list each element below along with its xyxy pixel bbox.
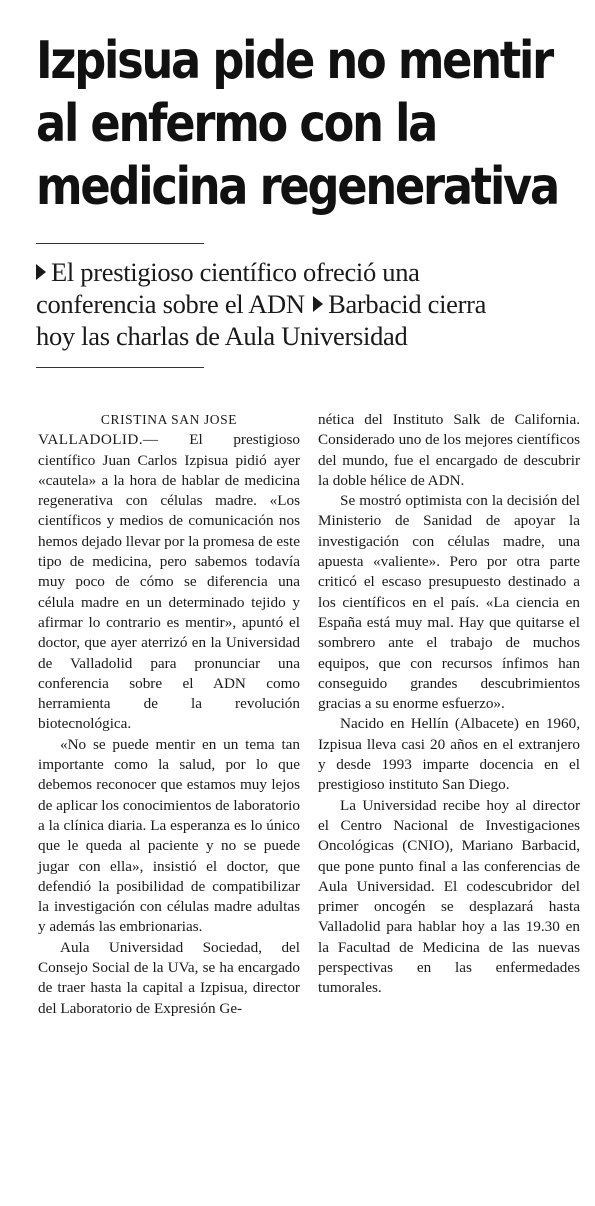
body-paragraph: Nacido en Hellín (Albacete) en 1960, Izpisua lleva casi 20 años en el extranjero y desde 1993 imparte docencia en el prestigioso instituto San Diego. <box>318 715 580 794</box>
dateline: VALLADOLID.— <box>38 431 159 449</box>
headline-line: al enfermo con la <box>36 94 437 154</box>
headline-line: Izpisua pide no mentir <box>36 31 552 91</box>
body-paragraph <box>38 430 300 734</box>
headline-line: medicina regenerativa <box>36 157 558 217</box>
article-column-left <box>38 410 300 1019</box>
byline: CRISTINA SAN JOSE <box>100 412 238 427</box>
deck-text: conferencia sobre el ADN <box>36 289 305 319</box>
headline <box>36 30 558 219</box>
body-paragraph: nética del Instituto Salk de California. Considerado uno de los mejores científicos del mundo, fue el encargado de descubrir la doble hélice de ADN. <box>318 411 580 489</box>
body-text: El prestigioso científico Juan Carlos Izpisua pidió ayer «cautela» a la hora de hablar de medicina regenerativa con células madre. «Los científicos y medios de comunicación nos hemos dejado llevar por la promesa de este tipo de medicina, pero sabemos todavía muy poco de cómo se diferencia una célula madre en un determinado tejido y afirmar lo contrario es mentir», apuntó el doctor, que ayer aterrizó en la Universidad de Valladolid para pronunciar una conferencia sobre el ADN como herramienta de la revolución biotecnológica. <box>38 431 300 733</box>
article-column-right <box>318 410 580 999</box>
deck-top-rule <box>36 243 204 244</box>
triangle-right-icon <box>313 296 323 312</box>
body-paragraph: Aula Universidad Sociedad, del Consejo Social de la UVa, se ha encargado de traer hasta la capital a Izpisua, director del Laboratorio de Expresión Ge- <box>38 938 300 1017</box>
deck <box>36 256 581 352</box>
deck-text: El prestigioso científico ofreció una <box>51 257 420 287</box>
body-paragraph: «No se puede mentir en un tema tan importante como la salud, por lo que debemos reconocer que estamos muy lejos de aplicar los conocimientos de laboratorio a la clínica diaria. La esperanza es lo único que le queda al paciente y no se puede jugar con ella», insistió el doctor, que defendió la posibilidad de compatibilizar la investigación con células madre adultas y además las embrionarias. <box>38 735 300 936</box>
deck-text: hoy las charlas de Aula Universidad <box>36 321 408 351</box>
deck-bottom-rule <box>36 367 204 368</box>
deck-text: Barbacid cierra <box>328 289 487 319</box>
body-paragraph: La Universidad recibe hoy al director el Centro Nacional de Investigaciones Oncológicas (CNIO), Mariano Barbacid, que pone punto final a las conferencias de Aula Universidad. El codescubridor del primer oncogén se desplazará hasta Valladolid para hablar hoy a las 19.30 en la Facultad de Medicina de las nuevas perspectivas en las enfermedades tumorales. <box>318 796 580 997</box>
triangle-right-icon <box>36 264 46 280</box>
body-paragraph: Se mostró optimista con la decisión del Ministerio de Sanidad de apoyar la investigación con células madre, una apuesta «valiente». Pero por otra parte criticó el escaso presupuesto destinado a los científicos en el país. «La ciencia en España está muy mal. Hay que quitarse el sombrero ante el trabajo de muchos equipos, que con recursos ínfimos han conseguido grandes descubrimientos gracias a su enorme esfuerzo». <box>318 492 580 713</box>
